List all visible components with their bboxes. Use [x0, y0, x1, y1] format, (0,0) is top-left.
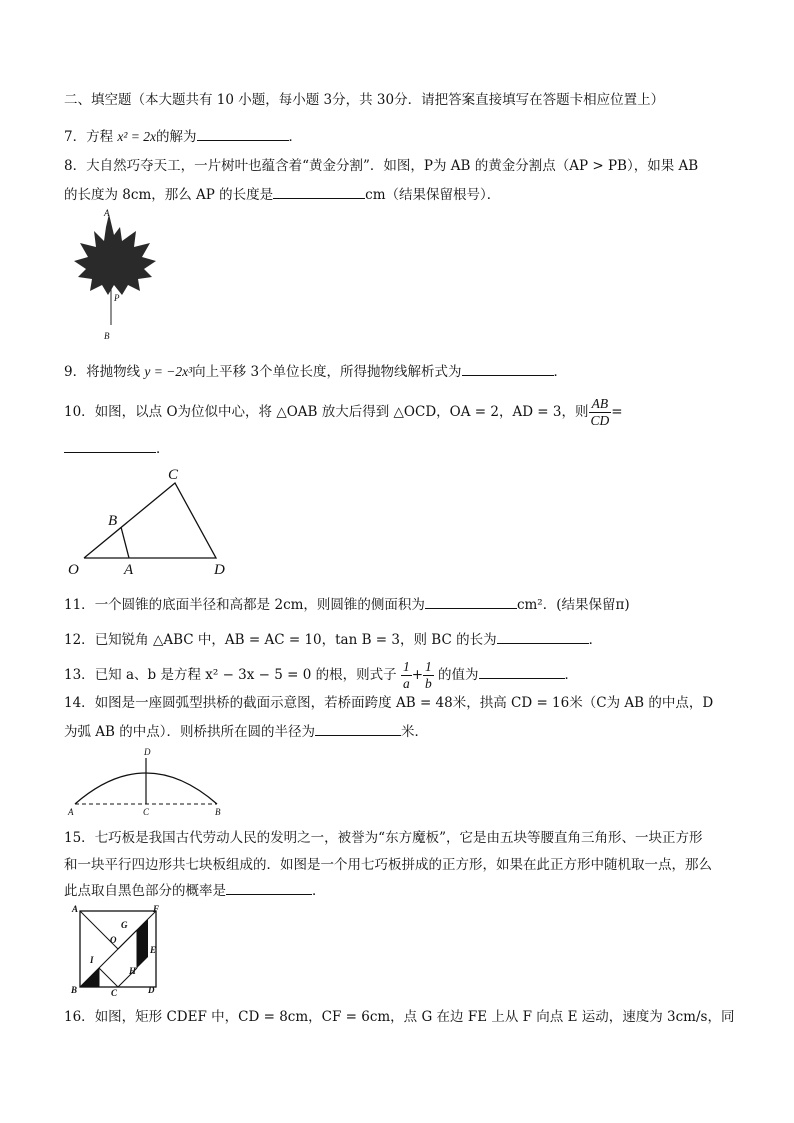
- question-text: cm²．(结果保留π): [516, 597, 630, 613]
- answer-blank[interactable]: [315, 721, 401, 736]
- label-i: I: [90, 955, 94, 965]
- equals-sign: =: [611, 404, 623, 420]
- black-piece-right: [137, 919, 148, 968]
- question-text: 七巧板是我国古代劳动人民的发明之一，被誉为“东方魔板”，它是由五块等腰直角三角形、一块正方形: [94, 830, 703, 846]
- question-14-line-2: [64, 721, 428, 741]
- answer-blank[interactable]: [425, 594, 517, 609]
- similar-triangles-figure: [64, 463, 244, 578]
- question-text: cm（结果保留根号）．: [365, 187, 501, 203]
- label-b: B: [108, 513, 118, 529]
- maple-leaf-figure: [64, 205, 164, 345]
- question-number: 7．: [64, 129, 87, 145]
- label-g: G: [121, 920, 128, 930]
- label-a: A: [72, 904, 79, 914]
- question-text: 米．: [401, 724, 429, 740]
- question-text: 的长度为 8cm，那么 AP 的长度是: [64, 187, 274, 203]
- answer-blank[interactable]: [197, 126, 289, 141]
- question-12: [64, 629, 602, 649]
- label-c: C: [111, 988, 118, 998]
- question-number: 10．: [64, 404, 95, 420]
- fraction-denominator: a: [402, 676, 410, 691]
- label-d: D: [214, 562, 225, 578]
- fraction-denominator: b: [425, 676, 432, 691]
- question-text: 此点取自黑色部分的概率是: [64, 883, 226, 899]
- fraction-numerator: AB: [589, 396, 612, 413]
- question-10-line-2: [64, 438, 170, 458]
- question-text: 已知 a、b 是方程 x² − 3x − 5 = 0 的根，则式子: [94, 667, 397, 683]
- question-15-line-2: [64, 856, 712, 874]
- label-b: B: [215, 807, 221, 817]
- question-end: ．: [156, 441, 170, 457]
- question-text: 如图是一座圆弧型拱桥的截面示意图，若桥面跨度 AB = 48米，拱高 CD = 16米（C为 AB 的中点，D: [94, 695, 714, 711]
- question-number: 14．: [64, 695, 95, 711]
- fraction-1-over-b: [423, 659, 434, 692]
- leaf-label-a: A: [104, 208, 110, 218]
- question-end: ．: [553, 364, 568, 380]
- question-text: 方程: [86, 129, 118, 145]
- label-o: O: [110, 935, 117, 945]
- equation: x² = 2x: [117, 129, 157, 144]
- question-16: [64, 1008, 734, 1026]
- question-number: 12．: [64, 632, 95, 648]
- label-b: B: [71, 985, 78, 995]
- equation: y = −2x³: [144, 364, 193, 379]
- question-7: [64, 126, 302, 146]
- label-e: E: [150, 945, 157, 955]
- question-8-line-1: [64, 157, 698, 175]
- question-text: 为弧 AB 的中点）．则桥拱所在圆的半径为: [64, 724, 316, 740]
- label-h: H: [129, 966, 137, 976]
- question-number: 13．: [64, 667, 95, 683]
- section-heading: 二、填空题（本大题共有 10 小题，每小题 3分，共 30分．请把答案直接填写在答题卡相应位置上）: [64, 92, 665, 108]
- answer-blank[interactable]: [479, 664, 565, 679]
- plus-sign: +: [411, 667, 423, 683]
- question-text: 的解为: [156, 129, 197, 145]
- question-text: 一个圆锥的底面半径和高都是 2cm，则圆锥的侧面积为: [94, 597, 425, 613]
- answer-blank[interactable]: [497, 629, 589, 644]
- leaf-label-b: B: [104, 331, 110, 341]
- fraction-denominator: CD: [590, 413, 610, 428]
- question-number: 16．: [64, 1009, 95, 1025]
- question-text: 如图，以点 O为位似中心，将 △OAB 放大后得到 △OCD，OA = 2，AD = 3，则: [94, 404, 589, 420]
- question-9: [64, 361, 567, 381]
- label-f: F: [153, 904, 160, 914]
- question-end: ．: [564, 667, 579, 683]
- arch-bridge-figure: [64, 744, 229, 820]
- question-number: 11．: [64, 597, 95, 613]
- question-text: 的值为: [438, 667, 479, 683]
- label-c: C: [143, 807, 150, 817]
- maple-leaf-icon: [74, 214, 156, 295]
- tangram-figure: [66, 903, 166, 1001]
- question-end: ．: [312, 883, 326, 899]
- label-d: D: [148, 985, 155, 995]
- segment-ab: [121, 527, 129, 558]
- fraction-ab-cd: [589, 396, 612, 429]
- answer-blank[interactable]: [462, 361, 554, 376]
- question-15-line-3: [64, 880, 326, 900]
- question-10: [64, 396, 623, 429]
- label-c: C: [168, 467, 179, 483]
- segment-g: [118, 930, 137, 949]
- question-text: 向上平移 3个单位长度，所得抛物线解析式为: [192, 364, 462, 380]
- answer-blank[interactable]: [273, 184, 365, 199]
- question-15-line-1: [64, 829, 703, 847]
- question-text: 和一块平行四边形共七块板组成的．如图是一个用七巧板拼成的正方形，如果在此正方形中随机取一点，那么: [64, 857, 712, 873]
- question-end: ．: [588, 632, 603, 648]
- segment-oh: [99, 968, 118, 987]
- question-8-line-2: [64, 184, 500, 204]
- question-text: 如图，矩形 CDEF 中，CD = 8cm，CF = 6cm，点 G 在边 FE 上从 F 向点 E 运动，速度为 3cm/s，同: [94, 1009, 735, 1025]
- fraction-numerator: 1: [425, 659, 432, 674]
- question-11: [64, 594, 630, 614]
- answer-blank[interactable]: [64, 438, 156, 453]
- fraction-1-over-a: [401, 659, 412, 692]
- question-number: 8．: [64, 158, 87, 174]
- label-o: O: [68, 562, 79, 578]
- label-d: D: [144, 747, 151, 757]
- question-end: ．: [288, 129, 303, 145]
- question-13: [64, 659, 578, 692]
- question-number: 9．: [64, 364, 87, 380]
- question-text: 已知锐角 △ABC 中，AB = AC = 10，tan B = 3，则 BC 的长为: [94, 632, 497, 648]
- leaf-label-p: P: [114, 293, 120, 303]
- triangle-ocd: [84, 483, 216, 558]
- label-a: A: [124, 562, 134, 578]
- answer-blank[interactable]: [226, 880, 312, 895]
- question-number: 15．: [64, 830, 95, 846]
- label-a: A: [68, 807, 74, 817]
- question-text: 大自然巧夺天工，一片树叶也蕴含着“黄金分割”．如图，P为 AB 的黄金分割点（AP > PB），如果 AB: [86, 158, 699, 174]
- question-text: 将抛物线: [86, 364, 145, 380]
- question-14-line-1: [64, 694, 713, 712]
- fraction-numerator: 1: [402, 659, 410, 674]
